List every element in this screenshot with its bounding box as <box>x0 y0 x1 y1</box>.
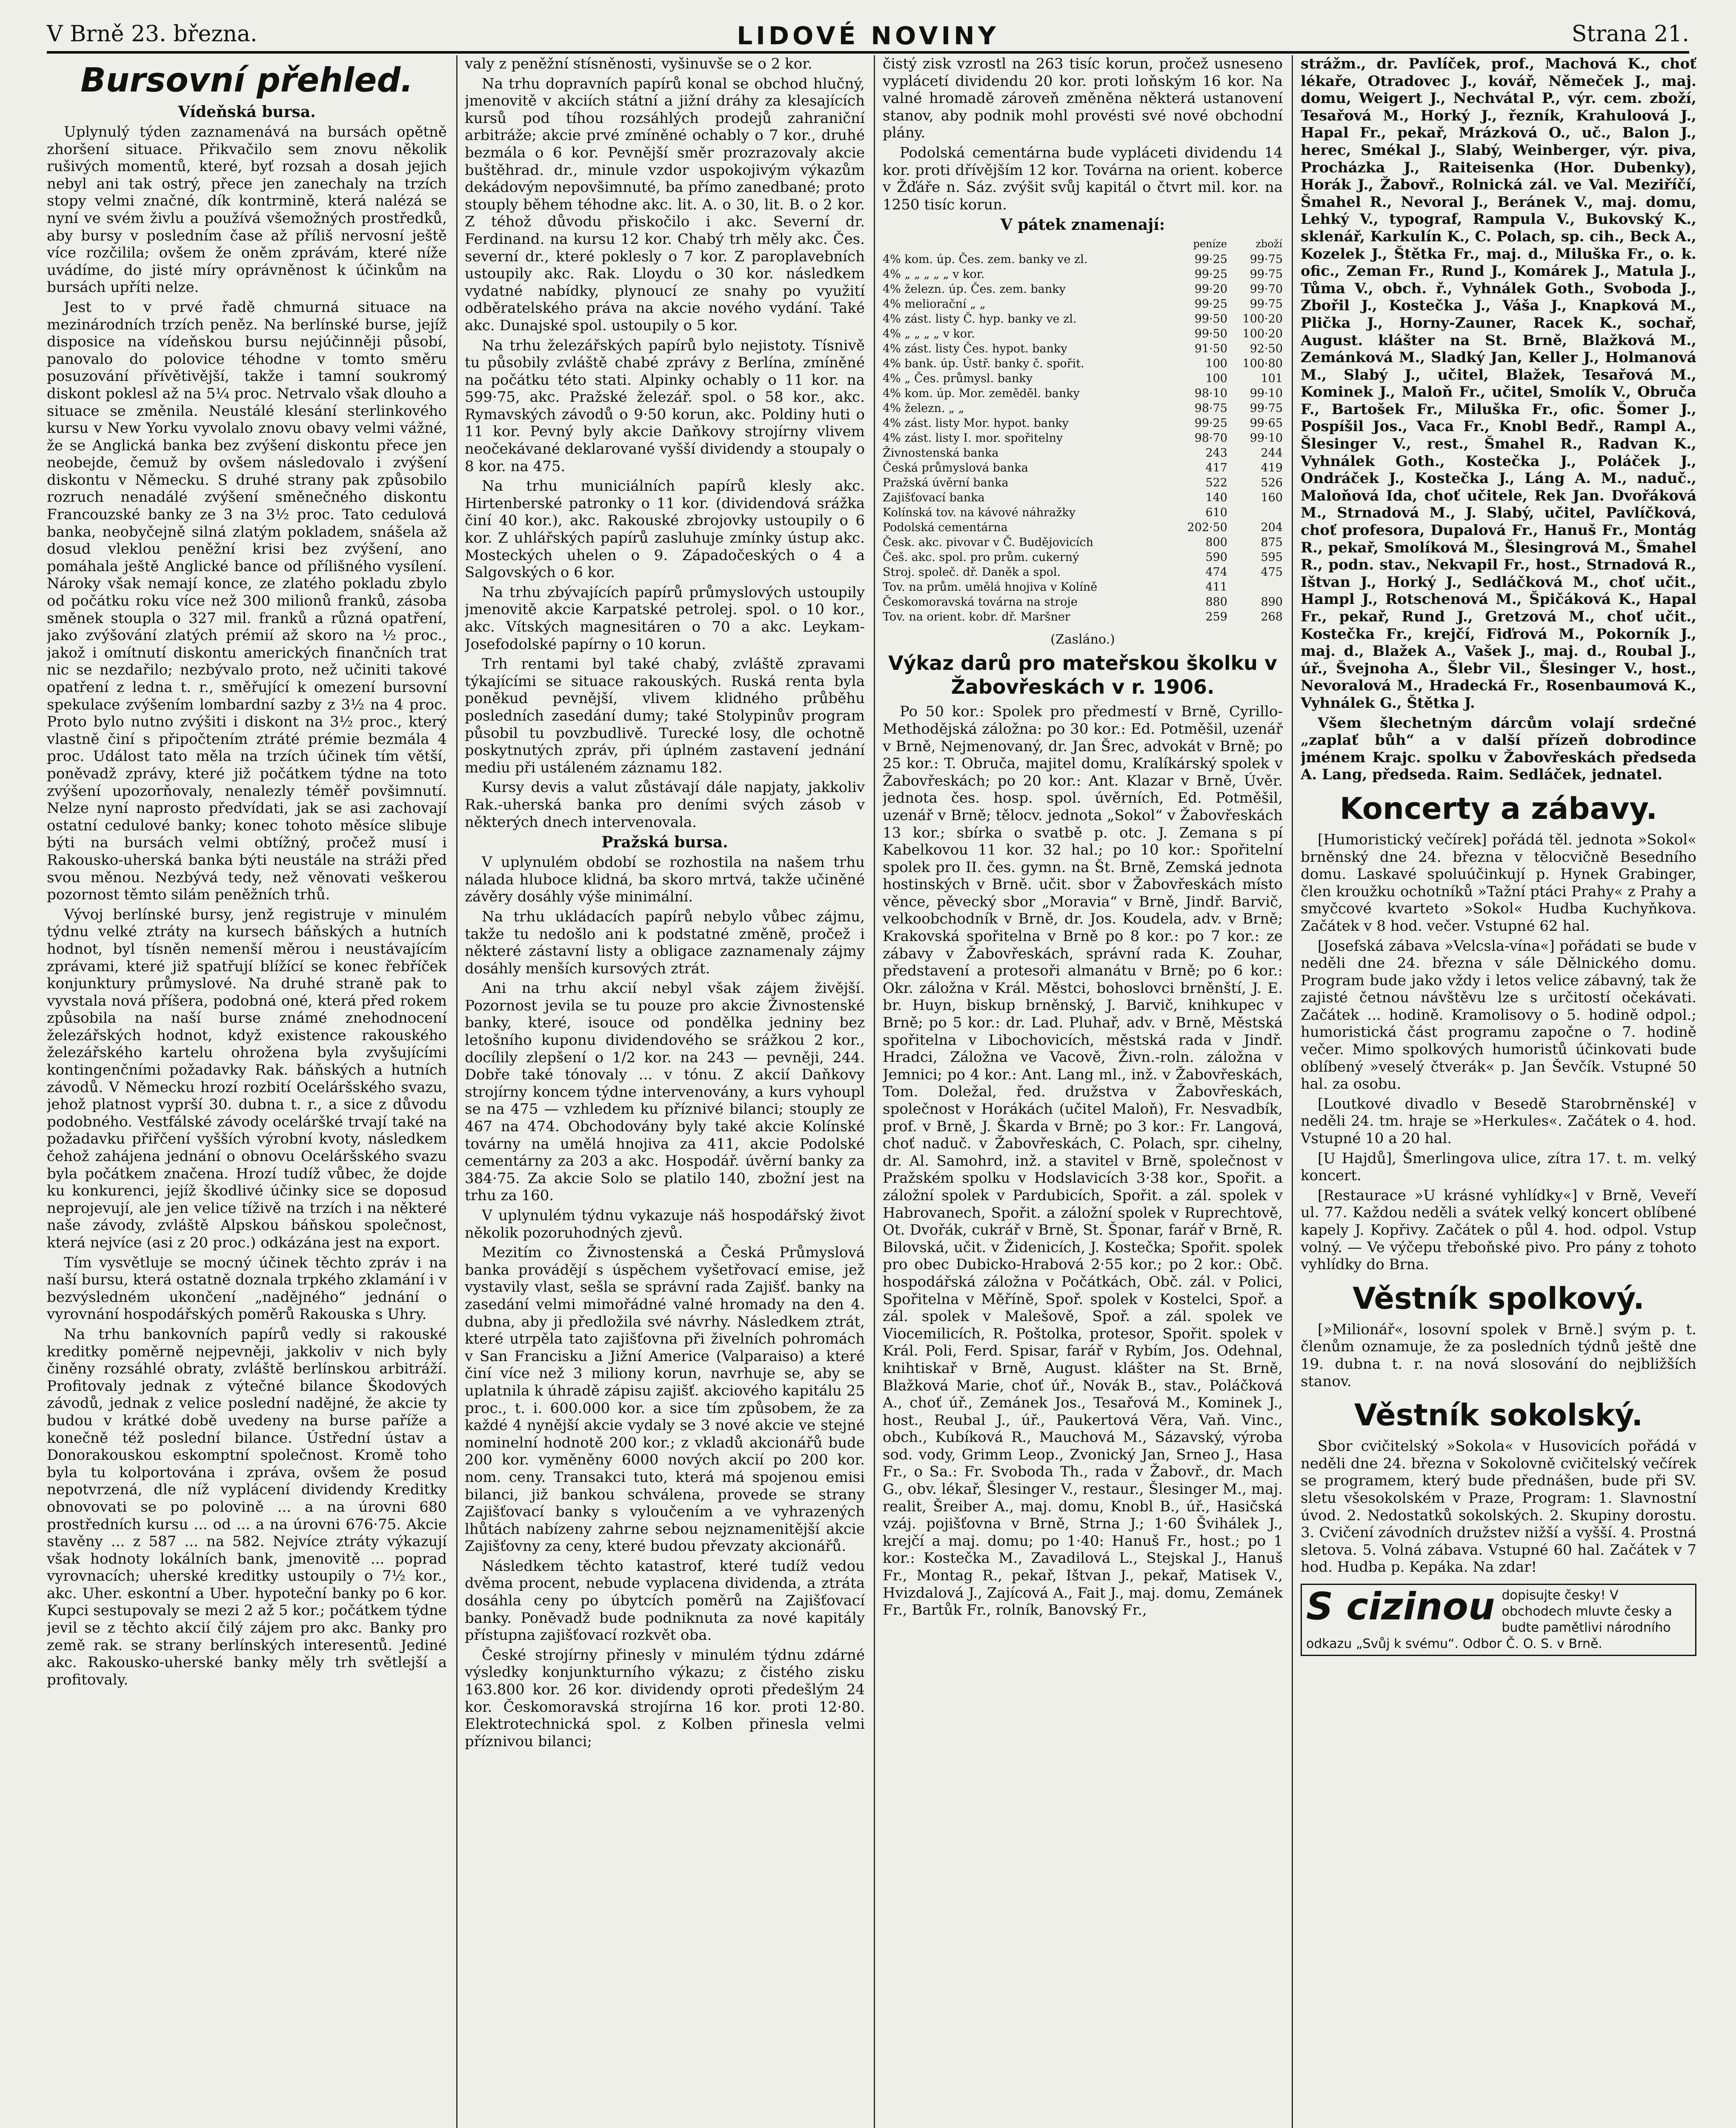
page-number: Strana 21. <box>1571 21 1689 47</box>
quote-ask: 268 <box>1261 610 1283 624</box>
association-news-title: Věstník spolkový. <box>1353 1281 1644 1316</box>
quote-bid: 590 <box>1205 551 1227 564</box>
section-subtitle: Pražská bursa. <box>601 833 728 852</box>
quote-row <box>883 401 1283 416</box>
quotes-heading: V pátek znamenají: <box>1000 216 1165 234</box>
quote-row <box>883 595 1283 609</box>
columns <box>47 55 1698 2128</box>
quotes-header-ask: zboží <box>1256 238 1282 250</box>
quote-ask <box>1227 505 1283 520</box>
page-header <box>47 14 1689 54</box>
quote-name: 4% zást. listy Č. hyp. banky ve zl. <box>883 312 1077 326</box>
quote-bid: 140 <box>1205 491 1227 505</box>
quote-ask: 99·75 <box>1250 253 1283 266</box>
quote-bid: 98·75 <box>1194 402 1227 415</box>
quote-row <box>883 460 1283 475</box>
quote-row <box>883 609 1283 624</box>
paragraph: Na trhu zbývajících papírů průmyslových ustoupily jmenovitě akcie Karpatské petrolej. spol. o 10 kor., akc. Vítských magnesitáren o 70 a akc. Leykam-Josefodolské papírny o 10 korun. <box>465 583 865 653</box>
quote-bid: 243 <box>1205 446 1227 460</box>
quote-name: Pražská úvěrní banka <box>883 476 1009 490</box>
paragraph: Na trhu bankovních papírů vedly si rakouské kreditky poměrně nejpevněji, jakkoliv v nich byly činěny rozsáhlé obraty, zvláště berlínskou arbitráží. Profitovaly jednak z výtečné bilance Škodových závodů, jednak z velice poslední nadějné, že akcie ty budou v krátké době uvedeny na burse paříže a konečně též poslední bilance. Ústřední ústav a Donorakouskou eskomptní společnost. Kromě toho byla tu kolportována i zpráva, ovšem že posud nepotvrzená, dle níž vyplácení dividendy Kreditky obnovovati se po polovině ... a na úrovni 680 prostředních kursu ... od ... a na úrovni 676·75. Akcie stavěny ... z 587 ... na 582. Nejvíce ztráty výkazují však hodnoty lokálních bank, jmenovitě ... poprad vyrovnacích; uherské kreditky ustoupily o 7½ kor., akc. Uher. eskontní a Uber. hypoteční banky po 6 kor. Kupci sestupovaly se mezi 2 až 5 kor.; počátkem týdne jevil se z těchto akcií čilý zájem pro akc. Banky pro země rak. se strany berlínských interesentů. Jediné akc. Rakousko-uherské banky měly trh světlejší a profitovaly. <box>47 1325 447 1688</box>
quote-name: Česk. akc. pivovar v Č. Budějovicích <box>883 536 1094 549</box>
quote-ask: 99·70 <box>1250 283 1283 296</box>
quote-ask <box>1227 580 1283 595</box>
notice: [Humoristický večírek] pořádá těl. jednota »Sokol« brněnský dne 24. března v tělocvičně Besedního domu. Laskavé spoluúčinkují p. Hynek Grabinger, člen kroužku ochotníků »Tažní ptáci Prahy« z Prahy a smyčcové kvarteto »Sokol« Hudba Kuchyňkova. Začátek v 8 hod. večer. Vstupné 62 hal. <box>1301 831 1696 935</box>
quote-ask: 101 <box>1261 372 1283 386</box>
paragraph: Mezitím co Živnostenská a Česká Průmyslová banka provádějí s úspěchem vyšetřovací emise, jež vystavily vlast, sešla se správní rada Zajišť. banky na zasedání velmi mimořádné valné hromady na den 4. dubna, aby ji předložila své návrhy. Následkem ztrát, které utrpěla tato zajišťovna při živelních pohromách v San Francisku a Jižní Americe (Valparaiso) a které činí více než 3 miliony korun, navrhuje se, aby se uplatnila k úhradě zápisu zajišť. akciového kapitálu 25 proc., t. i. 600.000 kor. a sice tím způsobem, že za každé 4 nynější akcie vydaly se 3 nové akcie ve stejné nominelní hodnotě 200 kor.; z vkladů akcionářů bude 200 kor. vyměněny 6000 nových akcií po 200 kor. nom. ceny. Transakci tuto, která má spojenou emisi bilanci, již bankou schválena, provede se strany Zajišťovací banky s vyloučením a ve vyhrazených lhůtách nabízeny zahrne sebou nejznamenitější akcie Zajišťovny za ceny, které budou převzaty akcionářů. <box>465 1244 865 1555</box>
section-subtitle: Vídeňská bursa. <box>178 103 316 121</box>
quote-name: 4% kom. úp. Čes. zem. banky ve zl. <box>883 253 1088 266</box>
column-1 <box>47 55 447 2128</box>
donations-title: Výkaz darů pro mateřskou školku v Žabovřeskách v r. 1906. <box>888 652 1278 699</box>
quote-bid: 800 <box>1205 536 1227 549</box>
quotes-table <box>883 236 1283 624</box>
paragraph: čistý zisk vzrostl na 263 tisíc korun, pročež usneseno vyplácetí dividendu 20 kor. proti loňským 16 kor. Na valné hromadě zároveň změněna některá ustanovení stanov, aby podnik mohl provésti své nové obchodní plány. <box>883 55 1283 142</box>
quote-ask: 419 <box>1261 461 1283 475</box>
quote-row <box>883 550 1283 565</box>
quote-name: 4% zást. listy Mor. hypot. banky <box>883 417 1069 430</box>
notice: [U Hajdů], Šmerlingova ulice, zítra 17. t. m. velký koncert. <box>1301 1150 1696 1184</box>
quote-bid: 99·25 <box>1194 417 1227 430</box>
notice: [Loutkové divadlo v Besedě Starobrněnské] v neděli 24. tm. hraje se »Herkules«. Začátek o 4. hod. Vstupné 10 a 20 hal. <box>1301 1095 1696 1147</box>
quote-bid: 99·25 <box>1194 297 1227 311</box>
quote-row <box>883 446 1283 460</box>
quote-bid: 99·50 <box>1194 327 1227 341</box>
quote-ask: 99·75 <box>1250 402 1283 415</box>
sokol-news-title: Věstník sokolský. <box>1354 1398 1643 1433</box>
quote-row <box>883 267 1283 282</box>
quote-row <box>883 535 1283 550</box>
quote-name: Zajišťovací banka <box>883 491 985 505</box>
quote-bid: 259 <box>1205 610 1227 624</box>
quote-ask: 475 <box>1261 566 1283 579</box>
paragraph: Na trhu dopravních papírů konal se obchod hlučný, jmenovitě v akciích státní a jižní dráhy za klesajících kursů pod tíhou rozsáhlých prodejů zahraniční arbitráže; akcie prvé zmíněné ochably o 7 kor., druhé bezmála o 6 kor. Pevnější směr prozrazovaly akcie buštěhrad. dr., minule vzdor uspokojivým výkazům dekádovým nepovšimnuté, ba přímo zanedbané; proto stouply během téhodne akc. lit. A. o 30, lit. B. o 2 kor. Z téhož důvodu přiskočilo i akc. Severní dr. Ferdinand. na kursu 12 kor. Chabý trh měly akc. Čes. severní dr., které poklesly o 7 kor. Z paroplavebních ustoupily akc. Rak. Lloydu o 30 kor. následkem vydatné nabídky, plynoucí ze snahy po využití odběratelského práva na akcie nového vydání. Také akc. Dunajské spol. ustoupily o 5 kor. <box>465 75 865 334</box>
quote-ask: 99·10 <box>1250 432 1283 445</box>
quote-bid: 417 <box>1205 461 1227 475</box>
masthead: LIDOVÉ NOVINY <box>737 21 999 50</box>
quote-bid: 99·50 <box>1194 312 1227 326</box>
quote-name: Podolská cementárna <box>883 521 1008 535</box>
section-title: Bursovní přehled. <box>80 61 413 100</box>
quote-ask: 99·65 <box>1250 417 1283 430</box>
quote-row <box>883 490 1283 505</box>
paragraph: V uplynulém období se rozhostila na našem trhu nálada hluboce klidná, ba skoro mrtvá, takže učiněné závěry dosáhly výše minimální. <box>465 854 865 906</box>
paragraph: Na trhu ukládacích papírů nebylo vůbec zájmu, takže tu nedošlo ani k podstatné změně, pročež i některé zástavní listy a obligace zaznamenaly zájmy dosáhly menších kursových ztrát. <box>465 908 865 977</box>
quote-ask: 92·50 <box>1250 342 1283 356</box>
advert-text: dopisujte česky! V obchodech mluvte česky a budte pamětlivi národního odkazu „Svůj k svému“. Odbor Č. O. S. v Brně. <box>1306 1587 1672 1651</box>
quote-row <box>883 297 1283 312</box>
concerts-title: Koncerty a zábavy. <box>1339 791 1658 826</box>
quote-row <box>883 282 1283 297</box>
paragraph: strážm., dr. Pavlíček, prof., Machová K., choť lékaře, Otradovec J., kovář, Němeček J., maj. domu, Weigert J., Nechvátal P., výr. cem. zboží, Tesařová M., Horký J., řezník, Krahuloová J., Hapal Fr., pekař, Mrázková O., uč., Balon J., herec, Smékal J., Slabý, Weinberger, výr. piva, Procházka J., Raiteisenka (Hor. Dubenky), Horák J., Žabovř., Rolnická zál. ve Val. Meziříčí, Šmahel R., Nevoral J., Beránek V., maj. domu, Lehký V., typograf, Rampula V., Bukovský K., sklenář, Karkulín K., C. Polach, sp. cih., Beck A., Kozelek J., Štětka Fr., maj. d., Miluška Fr., o. k. ofic., Zeman Fr., Rund J., Komárek J., Matula J., Tůma V., obch. ř., Vyhnálek Goth., Svoboda J., Zbořil J., Kostečka J., Váša J., Knapková M., Plička J., Horny-Zauner, Racek K., sochař, August. klášter na St. Brně, Blažková M., Zemánková M., Sladký Jan, Keller J., Holmanová M., Slabý J., učitel, Blažek, Tesařová M., Kominek J., Maloň Fr., učitel, Smolík V., Obruča F., Bartošek Fr., Miluška Fr., ofic. Šomer J., Pospíšil Jos., Vaca Fr., Knobl Bedř., Rampl A., Šlesinger V., rest., Šmahel R., Radvan K., Vyhnálek Goth., Kostečka J., Poláček J., Ondráček J., Kostečka J., Láng A. M., naduč., Maloňová Ida, choť učitele, Rek Jan. Dvořáková M., Strnadová M., J. Slabý, učitel, Pavlíčková, choť profesora, Dupalová Fr., Hanuš Fr., Montág R., pekař, Smolíková M., Šlesingrová M., Šmahel R., podn. stav., Nekvapil Fr., host., Strnadová R., Ištvan J., Horký J., Sedláčková M., choť učit., Hampl J., Rotschenová M., Špičáková K., Hapal Fr., pekař, Rund J., Gretzová M., choť učit., Kostečka Fr., krejčí, Fiďrová M., Pokorník J., maj. d., Blažek A., Vašek J., maj. d., Roubal J., úř., Švejnoha A., Šlebr Vil., Šlesinger V., host., Nevoralová M., Hradecká Fr., Rosenbaumová K., Vyhnálek G., Štětka J. <box>1301 55 1696 712</box>
advert-headline: S cizinou <box>1306 1584 1495 1628</box>
quote-row <box>883 505 1283 520</box>
quote-bid: 99·25 <box>1194 268 1227 281</box>
notice: [Restaurace »U krásné vyhlídky«] v Brně, Veveří ul. 77. Každou neděli a svátek velký koncert oblíbené kapely J. Kopřivy. Začátek o půl 4. hod. odpol. Vstup volný. — Ve výčepu třeboňské pivo. Pro pány z tohoto vyhlídky do Brna. <box>1301 1187 1696 1273</box>
quote-row <box>883 386 1283 401</box>
quote-name: 4% zást. listy Čes. hypot. banky <box>883 342 1067 356</box>
quote-row <box>883 431 1283 446</box>
column-3 <box>883 55 1283 2128</box>
notice: Sbor cvičitelský »Sokola« v Husovicích pořádá v neděli dne 24. března v Sokolovně cvičitelský večírek se programem, který bude přednášen, bude při SV. sletu všesokolském v Praze, Program: 1. Slavnostní úvod. 2. Nedostatků sokolských. 2. Skupiny dorostu. 3. Cvičení závodních družstev nižší a vyšší. 4. Prostná sletova. 5. Volná zábava. Vstupné 60 hal. Začátek v 7 hod. Hudba p. Kepáka. Na zdar! <box>1301 1438 1696 1576</box>
quote-name: Česká průmyslová banka <box>883 461 1028 475</box>
quote-row <box>883 252 1283 267</box>
paragraph: Všem šlechetným dárcům volají srdečné „zaplať bůh“ a v další přízeň dobrodince jménem Krajc. spolku v Žabovřeskách předseda A. Lang, předseda. Raim. Sedláček, jednatel. <box>1301 714 1696 784</box>
quote-ask: 244 <box>1261 446 1283 460</box>
quote-ask: 99·75 <box>1250 297 1283 311</box>
quote-bid: 100 <box>1205 372 1227 386</box>
quote-bid: 474 <box>1205 566 1227 579</box>
quote-bid: 880 <box>1205 595 1227 609</box>
quote-name: Tov. na orient. kobr. dř. Maršner <box>883 610 1070 624</box>
paragraph: Ani na trhu akcií nebyl však zájem živější. Pozornost jevila se tu pouze pro akcie Živnostenské banky, které, isouce od pondělka jedniny bez letošního kuponu dividendového se srážkou 2 kor., docílily zlepšení o 1/2 kor. na 243 — pevněji, 244. Dobře také tónovaly ... v tónu. Z akcií Daňkovy strojírny koncem týdne intervenovány, a kurs vyhoupl se na 475 — vzhledem ku příznivé bilanci; stouply ze 467 na 474. Obchodovány byly také akcie Kolínské továrny na umělá hnojiva za 411, akcie Podolské cementárny za 203 a akc. Hospodář. úvěrní banky za 384·75. Za akcie Solo se platilo 140, zbožní jest na trhu za 160. <box>465 980 865 1204</box>
quote-bid: 99·25 <box>1194 253 1227 266</box>
quote-row <box>883 326 1283 341</box>
quote-name: 4% meliorační „ „ <box>883 297 986 311</box>
quote-ask: 100·20 <box>1242 312 1283 326</box>
quotes-header-bid: peníze <box>1193 238 1227 250</box>
paragraph: České strojírny přinesly v minulém týdnu zdárné výsledky konjunkturního výkazu; z čistého zisku 163.800 kor. 26 kor. dividendy oproti předešlým 24 kor. Českomoravská strojírna 16 kor. proti 12·80. Elektrotechnická spol. z Kolben přinesla velmi příznivou bilanci; <box>465 1646 865 1750</box>
quote-name: Stroj. společ. dř. Daněk a spol. <box>883 566 1061 579</box>
quote-bid: 98·10 <box>1194 387 1227 400</box>
quote-ask: 100·80 <box>1242 357 1283 371</box>
quote-bid: 98·70 <box>1194 432 1227 445</box>
quote-bid: 91·50 <box>1194 342 1227 356</box>
paragraph: Jest to v prvé řadě chmurná situace na mezinárodních trzích peněz. Na berlínské burse, jejíž disposice na vídeňskou bursu nejúčinněji působí, panovalo do polovice téhodne v tomto směru posuzování přívětivější, takže i tamní soukromý diskont poklesl až na 5¼ proc. Netrvalo však dlouho a situace se změnila. Neustálé klesání sterlinkového kursu v New Yorku vyvolalo znovu obavy velmi vážné, že se Anglická banka bez zvýšení diskontu přece jen neobejde, čemuž by ovšem následovalo i zvýšení diskontu v Německu. S druhé strany pak způsobilo rozruch nenadálé zvýšení směnečného diskontu Francouzské banky ze 3 na 3½ proc. Tato cedulová banka, neobyčejně silná zlatým pokladem, snášela až dosud vleklou peněžní krisi bez zvýšení, ano pomáhala ještě Anglické bance od přílišného vysílení. Nároky však nemají konce, ze zlatého pokladu zbylo od počátku roku více než 300 milionů franků, zásoba směnek stoupla o 327 mil. franků a různá opatření, jako zvýšování zlatých prémií až skoro na ½ proc., jakož i omítnutí diskontu amerických finančních trat nic se nezdařilo; nezbývalo proto, než učiniti takové opatření z ledna t. r., směřující k omezení bursovní spekulace zvýšením lombardní sazby z 3½ na 4 proc. Proto bylo nutno zvýšiti i diskont na 3½ proc., který vlastně činí s připočtením ztráté prémie bezmála 4 proc. Událost tato měla na trzích účinek tím větší, poněvadž zprávy, které již počátkem týdne na toto zvýšení upozorňovaly, nenalezly téměř povšimnutí. Nelze nyní naprosto předvídati, jak se asi zachovají ostatní cedulové banky; konec tohoto měsíce slibuje býti na bursách velmi obtížný, pročež musí i Rakousko-uherská banka býti neustále na stráži před svou měnou. Nezbývá tedy, než věnovati veškerou pozornost těmto silám peněžních trhů. <box>47 298 447 904</box>
sent-in-label: (Zasláno.) <box>1050 632 1115 647</box>
quote-name: Českomoravská továrna na stroje <box>883 595 1078 609</box>
quote-row <box>883 356 1283 371</box>
quote-ask: 526 <box>1261 476 1283 490</box>
quote-bid: 100 <box>1205 357 1227 371</box>
quote-row <box>883 312 1283 326</box>
quote-ask: 160 <box>1261 491 1283 505</box>
paragraph: Na trhu municiálních papírů klesly akc. Hirtenberské patronky o 11 kor. (dividendová srážka činí 40 kor.), akc. Rakouské zbrojovky ustoupily o 6 kor. Z uhlářských papírů zasluhuje zmínky ústup akc. Mosteckých uhelen o 9. Západočeských o 4 a Salgovských o 6 kor. <box>465 478 865 581</box>
paragraph: valy z peněžní stísněnosti, vyšinuvše se o 2 kor. <box>465 55 812 72</box>
paragraph: V uplynulém týdnu vykazuje náš hospodářský život několik pozoruhodných zjevů. <box>465 1207 865 1241</box>
notice: [»Milionář«, losovní spolek v Brně.] svým p. t. členům oznamuje, že za posledních týdnů ještě dne 19. dubna t. r. na nová slosování do nejbližších stanov. <box>1301 1321 1696 1390</box>
paragraph: Na trhu železářských papírů bylo nejistoty. Tísnivě tu působily zvláště chabé zprávy z Berlína, zmíněné na počátku této stati. Alpinky ochably o 11 kor. na 599·75, akc. Pražské železář. spol. o 58 kor., akc. Rymavských závodů o 9·50 korun, akc. Poldiny huti o 11 kor. Pevný byly akcie Daňkovy strojírny vlivem neočekávané deklarované vyšší dividendy a stoupaly o 8 kor. na 475. <box>465 337 865 475</box>
quote-name: 4% zást. listy I. mor. spořitelny <box>883 432 1063 445</box>
quote-bid: 202·50 <box>1187 521 1227 535</box>
quote-name: Tov. na prům. umělá hnojiva v Kolíně <box>883 581 1098 594</box>
quote-name: 4% „ Čes. průmysl. banky <box>883 372 1033 386</box>
notice: [Josefská zábava »Velcsla-vína«] pořádati se bude v neděli dne 24. března v sále Dělnického domu. Program bude jako vždy i letos velice zábavný, tak že zajisté četnou návštěvu lze s určitostí očekávati. Začátek ... hodině. Kramolisovy o 5. hodině odpol.; humoristická část programu započne o 7. hodině večer. Mimo spolkových humoristů účinkovati bude oblíbený »veselý čtverák« p. Jan Ševčík. Vstupné 50 hal. za osobu. <box>1301 937 1696 1093</box>
quote-row <box>883 580 1283 595</box>
quote-bid: 99·20 <box>1194 283 1227 296</box>
quote-row <box>883 371 1283 386</box>
advert-box <box>1301 1584 1696 1656</box>
quote-row <box>883 341 1283 356</box>
quote-row <box>883 565 1283 580</box>
paragraph: Kursy devis a valut zůstávají dále napjaty, jakkoliv Rak.-uherská banka pro deními svých zásob v některých dnech intervenovala. <box>465 779 865 831</box>
quote-ask: 99·10 <box>1250 387 1283 400</box>
quote-name: 4% bank. úp. Ústř. banky č. spořit. <box>883 357 1084 371</box>
quote-name: Kolínská tov. na kávové náhražky <box>883 506 1076 520</box>
paragraph: Uplynulý týden zaznamenává na bursách opětně zhoršení situace. Přikvačilo sem znovu několik rušivých momentů, které, byť rozsah a dosah jejich nebyl ani tak ostrý, přece jen zanechaly na trzích stopy velmi značné, dík kontrmině, která nalézá se nyní ve svém živlu a používá všemožných prostředků, aby bursy v posledním čase až příliš nervosní ještě více rozčilila; ovšem že oněm zprávám, které níže uvádíme, do jisté míry oprávněnost k účinkům na bursách upříti nelze. <box>47 123 447 296</box>
column-4 <box>1301 55 1696 2128</box>
paragraph: Po 50 kor.: Spolek pro předmestí v Brně, Cyrillo-Methodějská záložna: po 30 kor.: Ed. Potměšil, uzenář v Brně, Nejmenovaný, dr. Jan Šrec, advokát v Brně; po 25 kor.: T. Obruča, majitel domu, Kralíkárský spolek v Žabovřeskách; po 20 kor.: Ant. Klazar v Brně, Úvěr. jednota čes. hosp. spol. úvěrních, Ed. Potměšil, uzenář v Brně; tělocv. jednota „Sokol“ v Žabovřeskách 13 kor.; sbírka o svatbě p. otc. J. Zemana s pí Kabelkovou 11 kor. 32 hal.; po 10 kor.: Spořitelní spolek pro II. čes. gymn. na Št. Brně, Zemská jednota hostinských v Brně. učit. sbor v Žabovřeskách místo věnce, pěvecký sbor „Moravia“ v Brně, Jindř. Barvič, velkoobchodník v Brně, dr. Jos. Koudela, adv. v Brně; Krakovská spořitelna v Brně po 8 kor.: po 7 kor.: ze zábavy v Žabovřeskách, správní rada K. Zouhar, představení a protesoři almanátu v Brně; po 6 kor.: Okr. záložna v Král. Městci, bohoslovci brněnští, J. E. br. Huyn, biskup brněnský, J. Barvič, knihkupec v Brně; po 5 kor.: dr. Lad. Pluhař, adv. v Brně, Městská spořitelna v Libochovicích, městská rada v Jindř. Hradci, Záložna ve Vacově, Živn.-roln. záložna v Jemnici; po 4 kor.: Ant. Lang ml., inž. v Žabovřeskách, Tom. Doležal, řed. družstva v Žabovřeskách, společnost v Horákách (učitel Maloň), Fr. Nesvadbík, prof. v Brně, J. Škarda v Brně; po 3 kor.: Fr. Langová, choť naduč. v Žabovřeskách, C. Polach, spr. cihelny, dr. Al. Samohrd, inž. a stavitel v Brně, společnost v Pražském spolku v Hodslavicích 3·38 kor., Spořit. a záložní spolek v Pardubicích, Spořit. a zál. spolek v Habrovanech, Spořit. a záložní spolek v Ruprechtově, Ot. Dvořák, cukrář v Brně, St. Šponar, farář v Brně, R. Bilovská, učit. v Židenicích, J. Kostečka; Spořit. spolek pro obec Dubicko-Hrabová 2·55 kor.; po 2 kor.: Obč. hospodářská záložna v Počátkách, Obč. zál. v Polici, Spořitelna v Měříně, Spoř. spolek v Kostelci, Spoř. a zál. spolek v Malešově, Spoř. a zál. spolek ve Viocemilicích, R. Poštolka, protesor, Spořit. spolek v Král. Poli, Ferd. Spisar, farář v Rybím, Jos. Odehnal, knihtiskař v Brně, August. klášter na St. Brně, Blažková Marie, choť úř., Novák B., stav., Poláčková A., choť úř., Zemánek Jos., Tesařová M., Kominek J., host., Reubal J., úř., Paukertová Věra, Vaň. Vinc., obch., Kubíková R., Mauchová M., Sázavský, výroba sod. vody, Grimm Leop., Zvonický Jan, Srneo J., Hasa Fr., o Sa.: Fr. Svoboda Th., rada v Žabovř., dr. Mach G., obv. lékař, Šlesinger V., restaur., Šlesinger M., maj. realit, Šreiber A., maj. domu, Knobl B., úř., Hasičská vzáj. pojišťovna v Brně, Strna J.; 1·60 Švihálek J., krejčí a maj. domu; po 1·40: Hanuš Fr., host.; po 1 kor.: Kostečka M., Zavadilová L., Stejskal J., Hanuš Fr., Montag R., pekař, Ištvan J., pekař, Matisek V., Hvizdalová J., Zajícová A., Fait J., maj. domu, Zemánek Fr., Bartůk Fr., rolník, Banovský Fr., <box>883 703 1283 1619</box>
quote-row <box>883 520 1283 535</box>
quote-name: Živnostenská banka <box>883 446 999 460</box>
paragraph: Následkem těchto katastrof, které tudíž vedou dvěma procent, nebude vyplacena dividenda, a ztráta dosáhla ceny po úbytcích poměrů na Zajišťovací banky. Poněvadž bude podniknuta za nové kapitály přístupna zajišťovací rozkvět oba. <box>465 1557 865 1644</box>
quote-row <box>883 475 1283 490</box>
quote-bid: 522 <box>1205 476 1227 490</box>
quote-ask: 875 <box>1261 536 1283 549</box>
quote-ask: 204 <box>1261 521 1283 535</box>
quote-bid: 610 <box>1205 506 1227 520</box>
quote-row <box>883 416 1283 431</box>
column-2 <box>465 55 865 2128</box>
quote-name: 4% železn. úp. Čes. zem. banky <box>883 283 1066 296</box>
quote-ask: 100·20 <box>1242 327 1283 341</box>
quote-name: 4% kom. úp. Mor. zeměděl. banky <box>883 387 1080 400</box>
quote-name: 4% „ „ „ „ „ v kor. <box>883 268 985 281</box>
quote-name: 4% železn. „ „ <box>883 402 964 415</box>
quote-name: 4% „ „ „ „ v kor. <box>883 327 975 341</box>
quote-bid: 411 <box>1205 581 1227 594</box>
paragraph: Trh rentami byl také chabý, zvláště zpravami týkajícími se situace rakouských. Ruská renta byla poněkud pevnější, vlivem klidného průběhu posledních zasedání dumy; také Stolypinův program působil tu povzbudlivě. Turecké losy, dle ochotně poskytnutých zpráv, při úplném zastavení jednání mediu při ustáleném záznamu 182. <box>465 655 865 776</box>
quote-name: Češ. akc. spol. pro prům. cukerný <box>883 551 1079 564</box>
paragraph: Podolská cementárna bude vypláceti dividendu 14 kor. proti dřívějším 12 kor. Továrna na orient. koberce v Žďáře n. Sáz. zvýšit svůj kapitál o čtvrt mil. kor. na 1250 tisíc korun. <box>883 144 1283 213</box>
quote-ask: 595 <box>1261 551 1283 564</box>
quote-ask: 890 <box>1261 595 1283 609</box>
quote-ask: 99·75 <box>1250 268 1283 281</box>
header-date: V Brně 23. března. <box>47 21 257 47</box>
paragraph: Vývoj berlínské bursy, jenž registruje v minulém týdnu velké ztráty na kursech báňských a hutních hodnot, byl tísněn nemenší měrou i neustávajícím zprávami, které již spatřují blížící se konec řebříček konjunktury průmyslové. Na druhé straně pak to vyvstala nová příšera, podobná oné, která před rokem způsobila na naší burse známé znehodnocení železářských hodnot, když existence rakouského železářského kartelu ohrožena byla zvyšujícími kontingenčními požadavky Rak. báňských a hutních závodů. V Německu hrozí rozbití Oceláršského svazu, jehož platnost vyprší 30. dubna t. r., a sice z důvodu podobného. Vestfálské závody oceláršké trvají také na požadavku přiřčení vyšších výrobní kvoty, následkem čehož zahájena jednání o obnovu Oceláršského svazu byla počátkem značena. Hrozí tudíž vůbec, že dojde ku konkurenci, jejíž škodlivé účinky sice se doposud neprojevují, ale jen velice tíživě na trzích i na některé naše závody, zvláště Alpskou báňskou společnost, která nejvíce (asi z 20 proc.) odkázána jest na export. <box>47 906 447 1251</box>
paragraph: Tím vysvětluje se mocný účinek těchto zpráv i na naší bursu, která ostatně doznala trpkého zklamání i v bezvýsledném ukončení „nadějného“ jednání o vyrovnání hospodářských poměrů Rakouska s Uhry. <box>47 1254 447 1323</box>
